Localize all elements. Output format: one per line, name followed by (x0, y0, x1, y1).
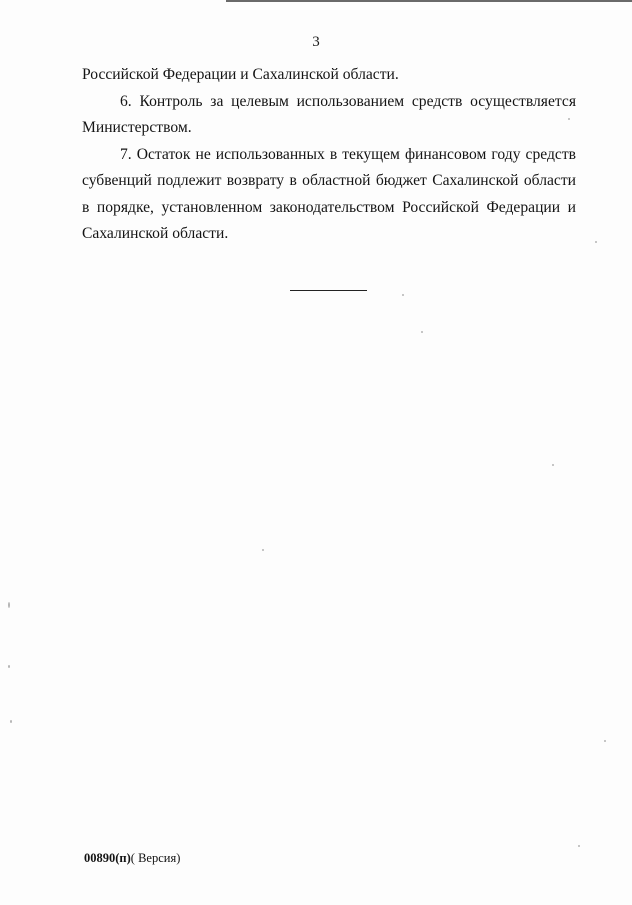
scan-speck (8, 665, 10, 668)
end-of-text-rule (290, 290, 367, 291)
scan-speck (552, 464, 554, 466)
scan-edge (226, 0, 632, 2)
scan-speck (10, 720, 12, 723)
scan-speck (604, 740, 606, 742)
scan-speck (402, 294, 404, 296)
document-body (82, 62, 576, 248)
page-number: 3 (312, 34, 320, 50)
scan-speck (578, 845, 580, 847)
paragraph-6: 6. Контроль за целевым использованием средств осуществляется Министерством. (82, 92, 576, 136)
scan-speck (262, 549, 264, 551)
paragraph-continuation: Российской Федерации и Сахалинской области. (82, 66, 399, 83)
document-code: 00890(п) (84, 851, 131, 865)
scan-speck (8, 602, 10, 608)
scan-speck (568, 118, 570, 120)
scan-speck (595, 241, 597, 243)
document-version: ( Версия) (130, 851, 181, 865)
scan-speck (421, 331, 423, 333)
document-footer (84, 851, 180, 866)
paragraph-7: 7. Остаток не использованных в текущем финансовом году средств субвенций подлежит возврату в областной бюджет Сахалинской области в порядке, установленном законодательством Российской Федерации и Сахалинской области. (82, 145, 576, 242)
